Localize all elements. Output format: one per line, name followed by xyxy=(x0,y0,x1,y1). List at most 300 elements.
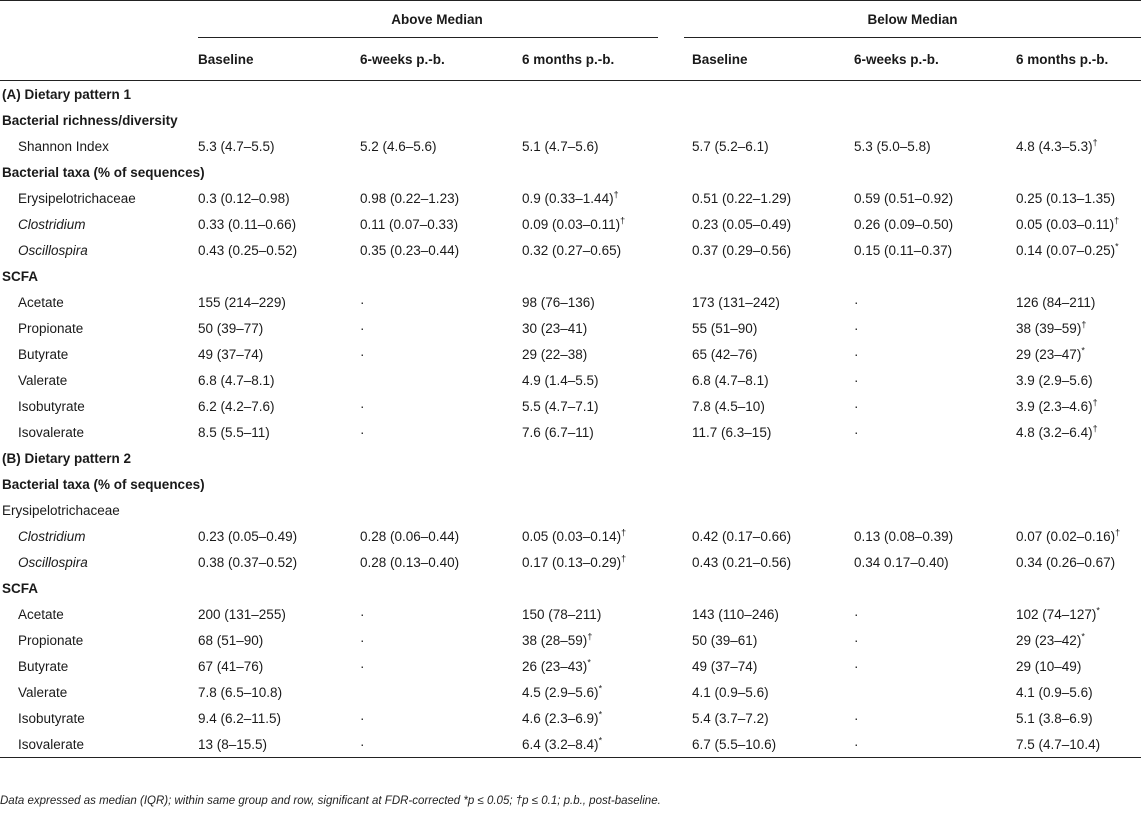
significance-marker: * xyxy=(1081,631,1085,641)
table-row xyxy=(0,523,1141,549)
significance-marker: † xyxy=(1114,215,1120,225)
section-header-row xyxy=(0,81,1141,108)
cell-value: 0.33 (0.11–0.66) xyxy=(198,216,297,232)
cell-value: 0.05 (0.03–0.11) xyxy=(1016,216,1115,232)
cell-value: 5.4 (3.7–7.2) xyxy=(692,710,769,726)
table-row xyxy=(0,627,1141,653)
cell-value: 0.11 (0.07–0.33) xyxy=(360,216,459,232)
table-cell xyxy=(846,679,1008,705)
column-header: 6 months p.-b. xyxy=(1008,38,1141,81)
table-cell xyxy=(846,393,1008,419)
cell-value: · xyxy=(360,658,365,674)
cell-value: 9.4 (6.2–11.5) xyxy=(198,710,282,726)
cell-value: 6.2 (4.2–7.6) xyxy=(198,398,275,414)
significance-marker: † xyxy=(1092,137,1098,147)
column-header: 6 months p.-b. xyxy=(514,38,684,81)
table-cell xyxy=(846,211,1008,237)
table-cell xyxy=(352,679,514,705)
table-cell xyxy=(846,497,1008,523)
row-label: Isobutyrate xyxy=(18,398,85,414)
significance-marker: * xyxy=(587,657,591,667)
cell-value: 3.9 (2.9–5.6) xyxy=(1016,372,1093,388)
cell-value: 0.42 (0.17–0.66) xyxy=(692,528,792,544)
cell-value: · xyxy=(360,294,365,310)
significance-marker: † xyxy=(620,215,626,225)
row-label: Acetate xyxy=(18,294,64,310)
section-label: (A) Dietary pattern 1 xyxy=(2,86,132,102)
section-header-row xyxy=(0,445,1141,471)
table-cell xyxy=(190,679,352,705)
table-cell xyxy=(190,419,352,445)
cell-value: 150 (78–211) xyxy=(522,606,602,622)
significance-marker: † xyxy=(621,527,627,537)
table-cell xyxy=(1008,289,1141,315)
row-label: Isovalerate xyxy=(18,424,85,440)
table-cell xyxy=(514,601,684,627)
table-cell xyxy=(352,627,514,653)
cell-value: 0.51 (0.22–1.29) xyxy=(692,190,792,206)
cell-value: 5.2 (4.6–5.6) xyxy=(360,138,437,154)
cell-value: 65 (42–76) xyxy=(692,346,758,362)
table-row xyxy=(0,419,1141,445)
table-cell xyxy=(684,653,846,679)
table-cell xyxy=(846,237,1008,263)
column-header: 6-weeks p.-b. xyxy=(352,38,514,81)
cell-value: 49 (37–74) xyxy=(198,346,264,362)
table-cell xyxy=(352,185,514,211)
section-header-row xyxy=(0,107,1141,133)
table-cell xyxy=(1008,497,1141,523)
cell-value: 0.43 (0.25–0.52) xyxy=(198,242,298,258)
cell-value: 143 (110–246) xyxy=(692,606,779,622)
cell-value: 5.3 (5.0–5.8) xyxy=(854,138,931,154)
table-cell xyxy=(684,211,846,237)
table-cell xyxy=(1008,341,1141,367)
cell-value: 0.14 (0.07–0.25) xyxy=(1016,242,1116,258)
table-cell xyxy=(352,653,514,679)
cell-value: · xyxy=(360,736,365,752)
table-cell xyxy=(1008,185,1141,211)
cell-value: 0.98 (0.22–1.23) xyxy=(360,190,460,206)
section-header-row xyxy=(0,471,1141,497)
table-cell xyxy=(846,367,1008,393)
table-cell xyxy=(514,341,684,367)
cell-value: · xyxy=(360,632,365,648)
cell-value: 30 (23–41) xyxy=(522,320,588,336)
table-cell xyxy=(684,133,846,159)
table-cell xyxy=(352,705,514,731)
table-cell xyxy=(684,315,846,341)
cell-value: 0.26 (0.09–0.50) xyxy=(854,216,954,232)
section-label: Bacterial richness/diversity xyxy=(2,112,178,128)
row-label: Oscillospira xyxy=(18,554,88,570)
table-cell xyxy=(1008,653,1141,679)
cell-value: · xyxy=(854,398,859,414)
row-label: Acetate xyxy=(18,606,64,622)
section-label: (B) Dietary pattern 2 xyxy=(2,450,132,466)
table-footnote: Data expressed as median (IQR); within same group and row, significant at FDR-corrected *p ≤ 0.05; †p ≤ 0.1; p.b., post-baseline. xyxy=(0,795,661,807)
cell-value: 29 (23–47) xyxy=(1016,346,1082,362)
table-cell xyxy=(684,185,846,211)
row-label: Erysipelotrichaceae xyxy=(18,190,136,206)
table-cell xyxy=(684,627,846,653)
cell-value: 6.7 (5.5–10.6) xyxy=(692,736,777,752)
cell-value: 0.28 (0.13–0.40) xyxy=(360,554,460,570)
table-row xyxy=(0,393,1141,419)
cell-value: 0.43 (0.21–0.56) xyxy=(692,554,792,570)
significance-marker: † xyxy=(1115,527,1121,537)
cell-value: 7.8 (4.5–10) xyxy=(692,398,765,414)
cell-value: 68 (51–90) xyxy=(198,632,264,648)
table-cell xyxy=(352,341,514,367)
table-cell xyxy=(190,549,352,575)
row-label: Erysipelotrichaceae xyxy=(2,502,120,518)
cell-value: 55 (51–90) xyxy=(692,320,758,336)
cell-value: 5.1 (4.7–5.6) xyxy=(522,138,599,154)
table-cell xyxy=(190,731,352,758)
table-cell xyxy=(1008,601,1141,627)
cell-value: 13 (8–15.5) xyxy=(198,736,268,752)
table-cell xyxy=(684,731,846,758)
cell-value: 0.28 (0.06–0.44) xyxy=(360,528,460,544)
table-cell xyxy=(352,237,514,263)
significance-marker: * xyxy=(1096,605,1100,615)
table-cell xyxy=(684,341,846,367)
cell-value: 0.15 (0.11–0.37) xyxy=(854,242,953,258)
cell-value: 5.5 (4.7–7.1) xyxy=(522,398,599,414)
significance-marker: † xyxy=(1092,423,1098,433)
table-cell xyxy=(1008,679,1141,705)
cell-value: 7.5 (4.7–10.4) xyxy=(1016,736,1101,752)
cell-value: · xyxy=(360,320,365,336)
table-cell xyxy=(514,237,684,263)
table-cell xyxy=(352,289,514,315)
table-cell xyxy=(190,523,352,549)
table-cell xyxy=(514,133,684,159)
cell-value: · xyxy=(360,346,365,362)
table-cell xyxy=(846,627,1008,653)
table-cell xyxy=(190,653,352,679)
row-label: Butyrate xyxy=(18,658,69,674)
table-cell xyxy=(846,601,1008,627)
table-body xyxy=(0,81,1141,758)
table-cell xyxy=(1008,705,1141,731)
cell-value: 3.9 (2.3–4.6) xyxy=(1016,398,1093,414)
table-cell xyxy=(190,211,352,237)
cell-value: · xyxy=(360,606,365,622)
cell-value: 0.17 (0.13–0.29) xyxy=(522,554,622,570)
table-row xyxy=(0,341,1141,367)
table-cell xyxy=(846,133,1008,159)
cell-value: 7.6 (6.7–11) xyxy=(522,424,594,440)
table-cell xyxy=(514,185,684,211)
cell-value: 6.8 (4.7–8.1) xyxy=(692,372,769,388)
row-label: Propionate xyxy=(18,320,84,336)
cell-value: 38 (39–59) xyxy=(1016,320,1082,336)
table-cell xyxy=(352,419,514,445)
cell-value: 126 (84–211) xyxy=(1016,294,1096,310)
table-cell xyxy=(190,367,352,393)
section-header-row xyxy=(0,575,1141,601)
table-cell xyxy=(352,497,514,523)
table-row xyxy=(0,185,1141,211)
table-cell xyxy=(190,627,352,653)
table-cell xyxy=(846,731,1008,758)
table-cell xyxy=(352,731,514,758)
cell-value: 29 (22–38) xyxy=(522,346,588,362)
cell-value: · xyxy=(360,424,365,440)
table-cell xyxy=(190,341,352,367)
table-cell xyxy=(846,653,1008,679)
table-cell xyxy=(352,393,514,419)
column-header: 6-weeks p.-b. xyxy=(846,38,1008,81)
cell-value: · xyxy=(854,736,859,752)
table-row xyxy=(0,367,1141,393)
table-cell xyxy=(1008,523,1141,549)
table-cell xyxy=(684,393,846,419)
table-cell xyxy=(190,705,352,731)
cell-value: 6.8 (4.7–8.1) xyxy=(198,372,275,388)
table-cell xyxy=(846,315,1008,341)
significance-marker: * xyxy=(1115,241,1119,251)
cell-value: 0.23 (0.05–0.49) xyxy=(198,528,298,544)
table-cell xyxy=(514,731,684,758)
table-cell xyxy=(352,523,514,549)
group-header-row xyxy=(0,1,1141,39)
table-cell xyxy=(846,523,1008,549)
table-cell xyxy=(846,419,1008,445)
table-cell xyxy=(846,341,1008,367)
table-cell xyxy=(1008,731,1141,758)
group-header-above-median: Above Median xyxy=(190,1,684,39)
row-label: Valerate xyxy=(18,684,68,700)
table-cell xyxy=(846,549,1008,575)
table-cell xyxy=(190,289,352,315)
table-cell xyxy=(684,367,846,393)
table-cell xyxy=(684,523,846,549)
table-cell xyxy=(352,601,514,627)
table-cell xyxy=(684,601,846,627)
cell-value: 0.25 (0.13–1.35) xyxy=(1016,190,1116,206)
row-label: Clostridium xyxy=(18,528,86,544)
cell-value: 0.37 (0.29–0.56) xyxy=(692,242,792,258)
significance-marker: † xyxy=(1081,319,1087,329)
cell-value: 0.59 (0.51–0.92) xyxy=(854,190,954,206)
table-cell xyxy=(684,549,846,575)
column-header-row xyxy=(0,38,1141,81)
table-cell xyxy=(514,705,684,731)
table-cell xyxy=(1008,419,1141,445)
cell-value: · xyxy=(360,398,365,414)
table-cell xyxy=(190,133,352,159)
significance-marker: † xyxy=(621,553,627,563)
column-header: Baseline xyxy=(684,38,846,81)
table-cell xyxy=(514,393,684,419)
cell-value: 0.09 (0.03–0.11) xyxy=(522,216,621,232)
section-header-row xyxy=(0,263,1141,289)
column-header: Baseline xyxy=(190,38,352,81)
row-label: Shannon Index xyxy=(18,138,109,154)
table-cell xyxy=(514,627,684,653)
cell-value: · xyxy=(360,710,365,726)
table-cell xyxy=(1008,211,1141,237)
cell-value: 98 (76–136) xyxy=(522,294,595,310)
cell-value: 5.3 (4.7–5.5) xyxy=(198,138,275,154)
cell-value: 7.8 (6.5–10.8) xyxy=(198,684,283,700)
cell-value: 50 (39–77) xyxy=(198,320,264,336)
cell-value: 0.9 (0.33–1.44) xyxy=(522,190,614,206)
cell-value: 29 (10–49) xyxy=(1016,658,1082,674)
cell-value: 4.8 (4.3–5.3) xyxy=(1016,138,1093,154)
table-cell xyxy=(514,289,684,315)
significance-marker: † xyxy=(1092,397,1098,407)
cell-value: 0.32 (0.27–0.65) xyxy=(522,242,622,258)
cell-value: · xyxy=(854,320,859,336)
table-cell xyxy=(352,549,514,575)
cell-value: · xyxy=(854,658,859,674)
cell-value: 0.3 (0.12–0.98) xyxy=(198,190,290,206)
table-cell xyxy=(190,497,352,523)
table-cell xyxy=(352,211,514,237)
table-cell xyxy=(514,653,684,679)
table-row xyxy=(0,289,1141,315)
table-row xyxy=(0,601,1141,627)
cell-value: 5.1 (3.8–6.9) xyxy=(1016,710,1093,726)
cell-value: · xyxy=(854,606,859,622)
table-cell xyxy=(846,185,1008,211)
cell-value: 4.1 (0.9–5.6) xyxy=(1016,684,1093,700)
cell-value: 29 (23–42) xyxy=(1016,632,1082,648)
cell-value: 4.8 (3.2–6.4) xyxy=(1016,424,1093,440)
table-cell xyxy=(684,679,846,705)
section-label: Bacterial taxa (% of sequences) xyxy=(2,476,205,492)
table-row xyxy=(0,653,1141,679)
row-label: Propionate xyxy=(18,632,84,648)
section-label: Bacterial taxa (% of sequences) xyxy=(2,164,205,180)
section-header-row xyxy=(0,159,1141,185)
cell-value: 4.5 (2.9–5.6) xyxy=(522,684,599,700)
table-row xyxy=(0,211,1141,237)
cell-value: 26 (23–43) xyxy=(522,658,588,674)
section-label: SCFA xyxy=(2,580,39,596)
cell-value: 8.5 (5.5–11) xyxy=(198,424,270,440)
table-cell xyxy=(352,315,514,341)
table-row xyxy=(0,679,1141,705)
cell-value: · xyxy=(854,424,859,440)
table-cell xyxy=(846,289,1008,315)
significance-marker: † xyxy=(613,189,619,199)
cell-value: 5.7 (5.2–6.1) xyxy=(692,138,769,154)
cell-value: 67 (41–76) xyxy=(198,658,264,674)
table-cell xyxy=(514,315,684,341)
cell-value: 4.6 (2.3–6.9) xyxy=(522,710,599,726)
cell-value: 173 (131–242) xyxy=(692,294,780,310)
cell-value: · xyxy=(854,346,859,362)
cell-value: 0.34 0.17–0.40) xyxy=(854,554,949,570)
row-label: Oscillospira xyxy=(18,242,88,258)
cell-value: 0.23 (0.05–0.49) xyxy=(692,216,792,232)
corner-cell xyxy=(0,1,190,39)
cell-value: 6.4 (3.2–8.4) xyxy=(522,736,599,752)
table-cell xyxy=(190,393,352,419)
cell-value: 4.9 (1.4–5.5) xyxy=(522,372,599,388)
table-cell xyxy=(514,549,684,575)
table-cell xyxy=(514,679,684,705)
table-cell xyxy=(1008,393,1141,419)
table-cell xyxy=(190,237,352,263)
cell-value: 0.05 (0.03–0.14) xyxy=(522,528,622,544)
cell-value: · xyxy=(854,372,859,388)
table-cell xyxy=(684,237,846,263)
cell-value: 0.38 (0.37–0.52) xyxy=(198,554,298,570)
table-cell xyxy=(1008,237,1141,263)
table-row xyxy=(0,315,1141,341)
cell-value: 200 (131–255) xyxy=(198,606,286,622)
row-label: Valerate xyxy=(18,372,68,388)
table-row xyxy=(0,497,1141,523)
table-cell xyxy=(684,705,846,731)
cell-value: 0.35 (0.23–0.44) xyxy=(360,242,460,258)
cell-value: 155 (214–229) xyxy=(198,294,286,310)
cell-value: · xyxy=(854,294,859,310)
table-row xyxy=(0,133,1141,159)
row-label: Clostridium xyxy=(18,216,86,232)
table-cell xyxy=(1008,627,1141,653)
cell-value: 102 (74–127) xyxy=(1016,606,1097,622)
table-cell xyxy=(190,315,352,341)
table-row xyxy=(0,731,1141,758)
table-row xyxy=(0,237,1141,263)
table-cell xyxy=(1008,315,1141,341)
table-cell xyxy=(352,133,514,159)
table-cell xyxy=(1008,133,1141,159)
row-label-header xyxy=(0,38,190,81)
table-row xyxy=(0,549,1141,575)
significance-marker: * xyxy=(598,683,603,693)
significance-marker: * xyxy=(598,735,603,745)
cell-value: 0.07 (0.02–0.16) xyxy=(1016,528,1116,544)
table-cell xyxy=(352,367,514,393)
significance-marker: † xyxy=(587,631,593,641)
table-cell xyxy=(190,185,352,211)
table-cell xyxy=(514,367,684,393)
cell-value: · xyxy=(854,632,859,648)
cell-value: 11.7 (6.3–15) xyxy=(692,424,772,440)
row-label: Butyrate xyxy=(18,346,69,362)
group-header-below-median: Below Median xyxy=(684,1,1141,39)
table-cell xyxy=(514,419,684,445)
cell-value: 38 (28–59) xyxy=(522,632,588,648)
row-label: Isobutyrate xyxy=(18,710,85,726)
cell-value: 49 (37–74) xyxy=(692,658,758,674)
cell-value: 0.13 (0.08–0.39) xyxy=(854,528,954,544)
significance-marker: * xyxy=(598,709,603,719)
table-cell xyxy=(684,419,846,445)
table-cell xyxy=(514,523,684,549)
table-cell xyxy=(1008,549,1141,575)
significance-marker: * xyxy=(1081,345,1085,355)
table-cell xyxy=(514,211,684,237)
cell-value: 50 (39–61) xyxy=(692,632,758,648)
table-cell xyxy=(190,601,352,627)
table-cell xyxy=(846,705,1008,731)
row-label: Isovalerate xyxy=(0,731,190,758)
cell-value: 4.1 (0.9–5.6) xyxy=(692,684,769,700)
table-row xyxy=(0,705,1141,731)
table-cell xyxy=(684,497,846,523)
table-cell xyxy=(514,497,684,523)
section-label: SCFA xyxy=(2,268,39,284)
